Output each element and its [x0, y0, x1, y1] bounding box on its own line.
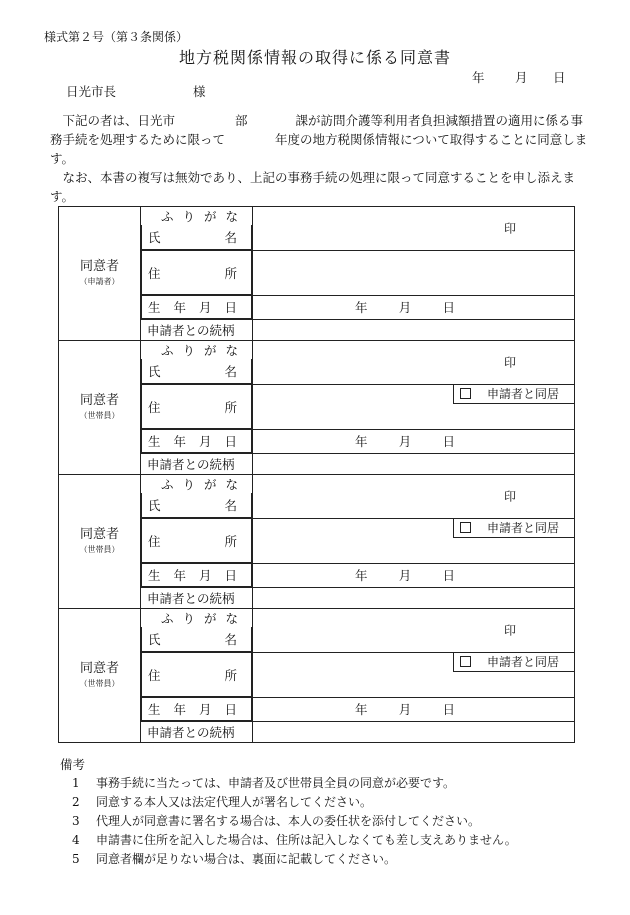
name-field[interactable] — [253, 609, 575, 653]
seal-mark-icon: 印 — [503, 623, 516, 638]
address-label: 住 所 — [141, 384, 252, 429]
dob-year-label: 年 — [355, 568, 368, 584]
seal-mark-icon: 印 — [503, 221, 516, 236]
remark-number: 5 — [72, 852, 80, 866]
relation-field[interactable] — [253, 588, 575, 609]
seal-mark-icon: 印 — [503, 489, 516, 504]
remark-number: 2 — [72, 795, 80, 809]
addressee: 日光市長 — [66, 84, 117, 99]
dob-label: 生 年 月 日 — [141, 697, 252, 721]
date-year-label: 年 — [472, 70, 485, 85]
remark-text: 事務手続に当たっては、申請者及び世帯員全員の同意が必要です。 — [96, 776, 456, 790]
dob-label: 生 年 月 日 — [141, 295, 252, 319]
remark-note — [72, 812, 480, 829]
dob-day-label: 日 — [442, 702, 455, 718]
checkbox-icon[interactable] — [460, 388, 471, 399]
paragraph-part-c: 年度の地方税関係情報について取得することに同意します。 — [50, 132, 588, 166]
remark-note — [72, 831, 517, 848]
remark-text: 代理人が同意書に署名する場合は、本人の委任状を添付してください。 — [96, 814, 481, 828]
remark-note — [72, 793, 372, 810]
consenter-header — [59, 341, 141, 475]
dob-year-label: 年 — [355, 702, 368, 718]
name-label: 氏 名 — [141, 359, 252, 384]
dob-month-label: 月 — [398, 434, 412, 450]
remark-number: 1 — [72, 776, 80, 790]
relation-label: 申請者との続柄 — [141, 588, 253, 609]
name-label: 氏 名 — [141, 225, 252, 250]
date-day-label: 日 — [553, 70, 566, 85]
remark-note — [72, 774, 455, 791]
address-field[interactable] — [253, 518, 575, 563]
consent-table — [58, 206, 575, 743]
name-field[interactable] — [253, 207, 575, 251]
address-field[interactable] — [253, 652, 575, 697]
dob-label: 生 年 月 日 — [141, 563, 252, 587]
consenter-role: （世帯員） — [79, 410, 120, 420]
form-number: 様式第２号（第３条関係） — [44, 30, 189, 44]
dob-month-label: 月 — [398, 300, 412, 316]
relation-label: 申請者との続柄 — [141, 454, 253, 475]
remark-text: 同意者欄が足りない場合は、裏面に記載してください。 — [96, 852, 397, 866]
dob-field[interactable] — [253, 295, 575, 320]
consent-paragraph — [50, 111, 590, 168]
dob-year-label: 年 — [355, 300, 368, 316]
consenter-header — [59, 207, 141, 341]
consenter-header — [59, 609, 141, 743]
consenter-role: （世帯員） — [79, 544, 120, 554]
dob-day-label: 日 — [442, 300, 455, 316]
consenter-title: 同意者 — [79, 660, 119, 676]
checkbox-icon[interactable] — [460, 522, 471, 533]
furigana-label: ふりがな — [141, 207, 253, 226]
dob-label: 生 年 月 日 — [141, 429, 252, 453]
cohabit-checkbox[interactable] — [453, 385, 574, 404]
remark-number: 4 — [72, 833, 80, 847]
relation-label: 申請者との続柄 — [141, 722, 253, 743]
consenter-header — [59, 475, 141, 609]
remark-note — [72, 850, 396, 867]
name-field[interactable] — [253, 475, 575, 519]
dob-month-label: 月 — [398, 568, 412, 584]
seal-mark-icon: 印 — [503, 355, 516, 370]
consenter-role: （世帯員） — [79, 678, 120, 688]
furigana-label: ふりがな — [141, 475, 253, 494]
remark-text: 同意する本人又は法定代理人が署名してください。 — [96, 795, 373, 809]
consenter-title: 同意者 — [79, 392, 119, 408]
relation-field[interactable] — [253, 320, 575, 341]
dob-day-label: 日 — [442, 568, 455, 584]
address-label: 住 所 — [141, 518, 252, 563]
relation-field[interactable] — [253, 722, 575, 743]
furigana-label: ふりがな — [141, 609, 253, 628]
address-field[interactable] — [253, 250, 575, 295]
name-label: 氏 名 — [141, 493, 252, 518]
date-month-label: 月 — [515, 70, 528, 85]
dob-month-label: 月 — [398, 702, 412, 718]
cohabit-label: 申請者と同居 — [487, 521, 560, 535]
dob-field[interactable] — [253, 563, 575, 588]
copy-notice-paragraph: なお、本書の複写は無効であり、上記の事務手続の処理に限って同意することを申し添えます。 — [50, 170, 576, 204]
address-label: 住 所 — [141, 652, 252, 697]
consenter-title: 同意者 — [79, 526, 119, 542]
document-title: 地方税関係情報の取得に係る同意書 — [178, 48, 451, 67]
paragraph-part-a: 下記の者は、日光市 — [62, 113, 176, 128]
cohabit-checkbox[interactable] — [453, 653, 574, 672]
address-field[interactable] — [253, 384, 575, 429]
consenter-title: 同意者 — [79, 258, 119, 274]
remarks-title: 備考 — [60, 757, 86, 772]
dob-year-label: 年 — [355, 434, 368, 450]
remark-number: 3 — [72, 814, 80, 828]
address-label: 住 所 — [141, 250, 252, 295]
consenter-role: （申請者） — [79, 276, 120, 286]
dob-field[interactable] — [253, 697, 575, 722]
cohabit-label: 申請者と同居 — [487, 387, 560, 401]
dob-day-label: 日 — [442, 434, 455, 450]
paragraph-part-b: 課が訪問介護等利用者負担減額措置の適用に係る事務手続を処理するために限って — [50, 113, 584, 147]
cohabit-checkbox[interactable] — [453, 519, 574, 538]
checkbox-icon[interactable] — [460, 656, 471, 667]
dob-field[interactable] — [253, 429, 575, 454]
department-label: 部 — [235, 113, 248, 128]
name-label: 氏 名 — [141, 627, 252, 652]
furigana-label: ふりがな — [141, 341, 253, 360]
name-field[interactable] — [253, 341, 575, 385]
honorific: 様 — [193, 84, 206, 99]
relation-label: 申請者との続柄 — [141, 320, 253, 341]
remark-text: 申請書に住所を記入した場合は、住所は記入しなくても差し支えありません。 — [96, 833, 517, 847]
cohabit-label: 申請者と同居 — [487, 655, 560, 669]
relation-field[interactable] — [253, 454, 575, 475]
